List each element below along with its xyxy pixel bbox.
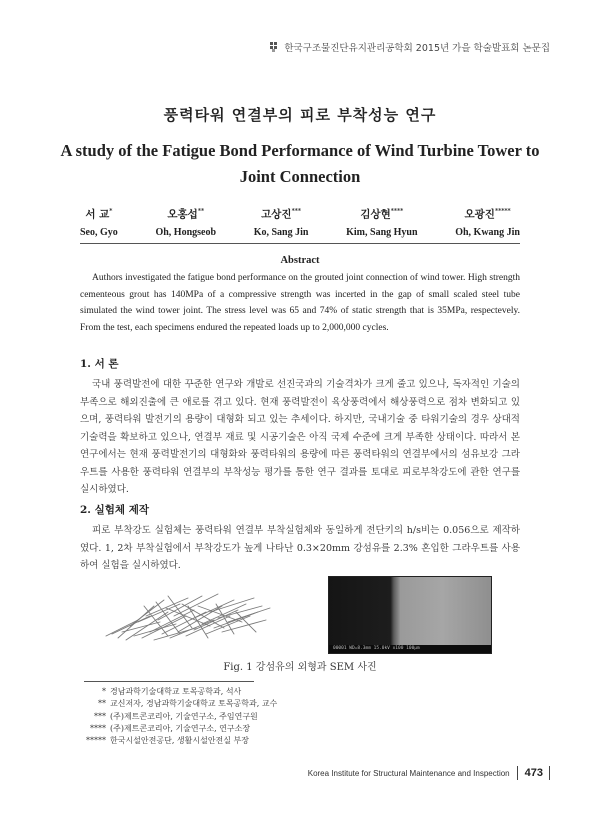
abstract-text: Authors investigated the fatigue bond performance on the grouted joint connection of wind tower. High strength cementeous grout has 140MPa of a compressive strength was incerted in the gap of small scaled steel tube simulated the wind tower joint. The stress level was 65 and 74% of static strength that is 35MPa, respectevely. From the test, each specimens endured the repeated loads up to 2,000,000 cycles.: [80, 273, 520, 333]
footnote-text: 한국시설안전공단, 생활시설안전실 부장: [110, 736, 250, 746]
author-name-en: Oh, Kwang Jin: [455, 226, 520, 238]
footnote-item: [82, 686, 277, 698]
journal-name: 한국구조물진단유지관리공학회 2015년 가을 학술발표회 논문집: [284, 43, 550, 54]
sem-info-bar: 00001 WD=8.3mm 15.0kV x100 100µm: [329, 645, 491, 653]
author: [346, 203, 417, 241]
abstract-heading: Abstract: [280, 255, 320, 266]
author: [80, 203, 118, 241]
author-mark: **: [197, 208, 205, 215]
footnote-item: [82, 723, 277, 735]
author-name-ko: 고상진: [261, 208, 292, 221]
author-mark: ****: [390, 208, 404, 215]
author-name-en: Seo, Gyo: [80, 226, 118, 238]
footnote-text: 경남과학기술대학교 토목공학과, 석사: [110, 687, 242, 696]
section-text-specimen: 피로 부착강도 실험체는 풍력타워 연결부 부착실험체와 동일하게 전단키의 h/s비는 0.056으로 제작하였다. 1, 2차 부착실험에서 부착강도가 높게 나타난 0.3×20mm 강섬유를 2.3% 혼입한 그라우트를 사용하여 실험을 실시하였다.: [80, 525, 520, 571]
running-header: [270, 40, 550, 54]
footnote-mark: *: [102, 687, 106, 696]
section-heading-specimen: 2. 실험체 제작: [80, 504, 149, 516]
author-name-ko: 서 교: [85, 208, 110, 221]
footer-divider: [517, 766, 518, 780]
author-mark: *****: [494, 208, 511, 215]
author-name-ko: 김상현: [360, 208, 391, 221]
author-name-en: Oh, Hongseob: [155, 226, 217, 238]
section-heading-intro: 1. 서 론: [80, 358, 119, 370]
author-name-en: Ko, Sang Jin: [253, 226, 309, 238]
footnote-mark: ****: [90, 723, 106, 733]
header-logo-icon: [270, 42, 280, 52]
footnote-item: [82, 711, 277, 723]
footnote-text: 교신저자, 경남과학기술대학교 토목공학과, 교수: [110, 699, 278, 709]
section-text-intro: 국내 풍력발전에 대한 꾸준한 연구와 개발로 선진국과의 기술격차가 크게 줄고 있으나, 독자적인 기술의 부족으로 해외진출에 큰 애로를 겪고 있다. 현재 풍력발전이 육상풍력에서 해상풍력으로 점차 변화되고 있으며, 풍력타워 발전기의 용량이 대형화 되고 있는 추세이다. 하지만, 국내기술 중 타워기술의 경우 상대적 기술력을 확보하고 있으나, 연결부 재료 및 시공기술은 아직 국제 수준에 크게 부족한 상태이다. 따라서 본 연구에서는 현재 풍력발전기의 대형화와 풍력타워의 용량에 따른 풍력타워의 연결부에서의 섬유보강 그라우트를 사용한 풍력타워 연결부의 부착성능 평가를 통한 연구 결과를 토대로 피로부착강도에 관한 연구를 실시하였다.: [80, 379, 520, 495]
footnote-text: (주)제트콘코리아, 기술연구소, 주임연구원: [110, 711, 258, 721]
figure-caption: Fig. 1 강섬유의 외형과 SEM 사진: [223, 662, 377, 673]
author-name-ko: 오광진: [464, 208, 495, 221]
title-korean: 풍력타워 연결부의 피로 부착성능 연구: [163, 106, 437, 124]
footnote-mark: *****: [86, 736, 106, 746]
footnote-item: [82, 735, 277, 747]
author-name-ko: 오홍섭: [167, 208, 198, 221]
footer-institute: Korea Institute for Structural Maintenance and Inspection: [307, 768, 510, 778]
sem-photo: [328, 576, 492, 654]
footnotes: [82, 686, 277, 747]
footnote-text: (주)제트콘코리아, 기술연구소, 연구소장: [110, 723, 251, 733]
author-list: [80, 203, 520, 241]
footnote-mark: **: [98, 699, 106, 709]
divider: [80, 243, 520, 244]
footnote-divider: [84, 681, 254, 682]
author-mark: *: [109, 208, 113, 215]
author-name-en: Kim, Sang Hyun: [346, 226, 418, 238]
footnote-item: [82, 698, 277, 710]
author: [254, 203, 309, 241]
footnote-mark: ***: [94, 711, 106, 721]
author: [155, 203, 216, 241]
page-footer: [308, 766, 550, 780]
author-mark: ***: [291, 208, 301, 215]
title-english: A study of the Fatigue Bond Performance of Wind Turbine Tower to Joint Connection: [60, 141, 540, 186]
steel-fiber-photo: [98, 576, 278, 652]
page-number: 473: [524, 767, 543, 779]
steel-fiber-image: [98, 576, 278, 652]
author: [455, 203, 520, 241]
footer-divider: [549, 766, 550, 780]
